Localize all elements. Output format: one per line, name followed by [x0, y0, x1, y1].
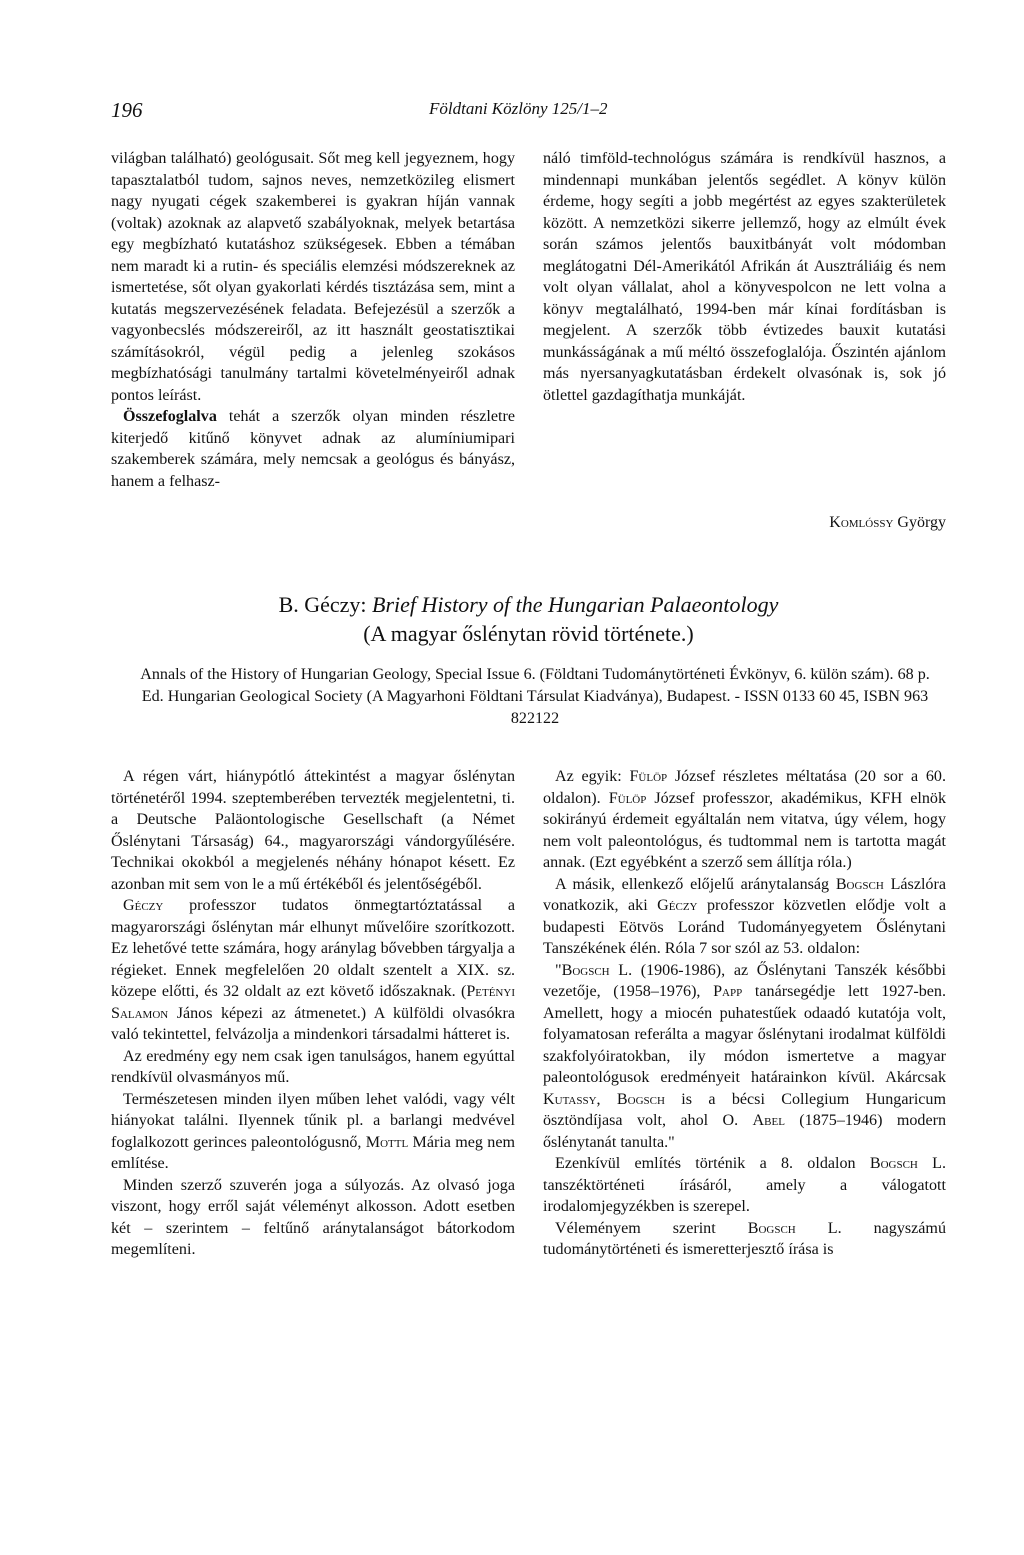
column-top-left — [111, 148, 515, 492]
paragraph-text: L. (1906-1986), az Őslénytani Tanszék későbbi vezetője, (1958–1976), — [543, 961, 946, 1000]
paragraph — [111, 406, 515, 492]
person-name: Bogsch — [747, 1219, 796, 1237]
paragraph — [543, 766, 946, 874]
person-name: Bogsch — [869, 1155, 918, 1172]
signature-surname: Komlóssy — [829, 514, 894, 531]
running-head — [111, 98, 946, 124]
person-name: Mottl — [365, 1133, 409, 1151]
paragraph-text: János képezi az átmenetet.) A külföldi olvasókra való tekintettel, felvázolja a mindenkori társadalmi hátteret is. — [111, 1004, 515, 1043]
paragraph-text: Lászlóra vonatkozik, aki — [543, 875, 946, 914]
column-bottom-left — [111, 766, 515, 1261]
paragraph-text: L. tanszéktörténeti írásáról, amely a válogatott irodalomjegyzékben is szerepel. — [543, 1155, 946, 1215]
paragraph: náló timföld-technológus számára is rendkívül hasznos, a mindennapi munkában jelentős segédlet. A könyv külön érdeme, hogy segíti a jobb megértést az egyes szakterületek között. A nemzetközi sikerre jellemző, hogy az elmúlt évek során számos jelentős bauxitbányát volt módomban meglátogatni Dél-Amerikától Afrikán át Ausztráliáig és nem volt olyan vállalat, ahol a könyvespolcon ne lett volna a könyv megtalálható, 1994-ben már kínai fordításban is megjelent. A szerzők több évtizedes bauxit kutatási munkásságának a mű méltó összefoglalója. Őszintén ajánlom más nyersanyagkutatásban érdekelt olvasónak is, sok jó ötlettel gazdagíthatja munkáját. — [543, 150, 946, 404]
paragraph-text: Ezenkívül említés történik a 8. oldalon — [555, 1155, 870, 1172]
paragraph-text: professzor tudatos önmegtartóztatással a magyarországi őslénytan már elhunyt művelőire szorítkozott. Ez lehetővé tette számára, hogy aránylag bővebben tárgyalja a régieket. Ennek megfelelően 20 oldalt szentelt a XIX. sz. közepe előtti, és 32 oldalt az ezt követő időszaknak. ( — [111, 897, 515, 1000]
paragraph-text: L. nagyszámú tudománytörténeti és ismeretterjesztő írása is — [543, 1219, 946, 1258]
paragraph-text: tehát a szerzők olyan minden részletre kiterjedő kitűnő könyvet adnak az alumíniumipari szakemberek számára, mely nemcsak a geológus és bányász, hanem a felhasz- — [111, 408, 515, 490]
signature-given-name: György — [897, 514, 946, 531]
column-bottom-right — [543, 766, 946, 1261]
paragraph-text: (1875–1946) modern őslénytanát tanulta." — [543, 1112, 946, 1151]
column-top-right — [543, 148, 946, 406]
review-heading — [111, 590, 946, 620]
page-number: 196 — [111, 98, 143, 122]
paragraph — [543, 1218, 946, 1261]
paragraph-text: Véleményem szerint — [555, 1219, 748, 1237]
person-name: Petényi Salamon — [111, 983, 515, 1022]
person-name: Fülöp — [608, 789, 647, 807]
paragraph-text: Az egyik: — [555, 768, 630, 785]
person-name: Bogsch — [835, 875, 884, 893]
person-name: Abel — [752, 1112, 785, 1129]
paragraph — [543, 874, 946, 960]
review-signature — [700, 514, 946, 532]
paragraph-text: Természetesen minden ilyen műben lehet valódi, vagy vélt hiányokat találni. Ilyennek tűnik pl. a barlangi medvével foglalkozott gerinces paleontológusnő, — [111, 1090, 515, 1151]
person-name: Fülöp — [629, 768, 668, 785]
journal-title: Földtani Közlöny 125/1–2 — [429, 99, 608, 118]
paragraph-text: József professzor, akadémikus, KFH elnök sokirányú érdemeit egyáltalán nem vitatva, úgy vélem, hogy nem volt paleontológus, és tudtommal nem is tartotta magát annak. (Ezt egyébként a szerző sem állítja róla.) — [543, 789, 946, 871]
person-name: Bogsch — [616, 1090, 665, 1108]
paragraph: Minden szerző szuverén joga a súlyozás. Az olvasó joga viszont, hogy erről saját véleményt alkosson. Adott esetben két – szerintem – feltűnő aránytalanságot bátorkodom megemlíteni. — [111, 1176, 515, 1258]
lead-word: Összefoglalva — [123, 408, 217, 425]
bibliographic-info: Annals of the History of Hungarian Geology, Special Issue 6. (Földtani Tudománytörténeti Évkönyv, 6. külön szám). 68 p. Ed. Hungarian Geological Society (A Magyarhoni Földtani Társulat Kiadványa), Budapest. - ISSN 0133 60 45, ISBN 963 822122 — [140, 666, 930, 727]
person-name: Papp — [713, 983, 743, 1000]
person-name: Kutassy — [543, 1090, 597, 1108]
quotation — [543, 960, 946, 1154]
reviewed-title: Brief History of the Hungarian Palaeontology — [372, 592, 779, 617]
paragraph: világban található) geológusait. Sőt meg kell jegyeznem, hogy tapasztalatból tudom, sajnos neves, nemzetközileg elismert nagy nyugati cégek szakemberei is gyakran híján vannak (voltak) azoknak az alapvető szabályoknak, melyek betartása egy megbízható kutatáshoz szükségesek. Ebben a témában nem maradt ki a rutin- és speciális elemzési módszereknek az ismertetése, sőt olyan gyakorlati kérdés tisztázása sem, mint a kutatás megszervezésének feladata. Befejezésül a szerzők a vagyonbecslés módszereiről, az itt használt geostatisztikai számításokról, végül pedig a jelenleg szokásos megbízhatósági tanulmány tartalmi követelményeiről adnak pontos leírást. — [111, 150, 515, 404]
paragraph-text: Mária meg nem említése. — [111, 1133, 515, 1172]
paragraph — [111, 1089, 515, 1175]
paragraph-text: tanársegédje lett 1927-ben. Amellett, hogy a miocén puhatestűek odaadó kutatója volt, folyamatosan referálta a magyar őslénytani irodalmat külföldi szakfolyóiratokban, ily módon ismertetve a magyar paleontológusok eredményeit határainkon kívül. Akárcsak — [543, 983, 947, 1086]
paragraph — [111, 895, 515, 1046]
paragraph: Az eredmény egy nem csak igen tanulságos, hanem egyúttal rendkívül olvasmányos mű. — [111, 1047, 515, 1086]
paragraph-text: József részletes méltatása (20 sor a 60. oldalon). — [543, 768, 946, 807]
paragraph-text: is a bécsi Collegium Hungaricum ösztöndíjasa volt, ahol O. — [543, 1090, 946, 1129]
reviewed-author: B. Géczy: — [278, 592, 367, 617]
paragraph: A régen várt, hiánypótló áttekintést a magyar őslénytan történetéről 1994. szeptemberében tervezték megjelentetni, ti. a Deutsche Paläontologische Gesellschaft (a Német Őslénytani Társaság) 64., magyarországi vándorgyűlésére. Technikai okokból a megjelenés néhány hónapot késett. Ez azonban mit sem von le a mű értékéből és jelentőségéből. — [111, 768, 515, 893]
paragraph — [543, 1153, 946, 1218]
paragraph-text: , — [596, 1090, 617, 1108]
paragraph-text: " — [555, 961, 562, 979]
paragraph-text: A másik, ellenkező előjelű aránytalanság — [555, 875, 836, 893]
person-name: Géczy — [123, 897, 164, 914]
review-subtitle: (A magyar őslénytan rövid története.) — [363, 621, 694, 646]
person-name: Géczy — [657, 897, 698, 914]
paragraph-text: professzor közvetlen elődje volt a budapesti Eötvös Loránd Tudományegyetem Őslénytani Tanszékének élén. Róla 7 sor szól az 53. oldalon: — [543, 897, 946, 957]
person-name: Bogsch — [561, 961, 610, 979]
